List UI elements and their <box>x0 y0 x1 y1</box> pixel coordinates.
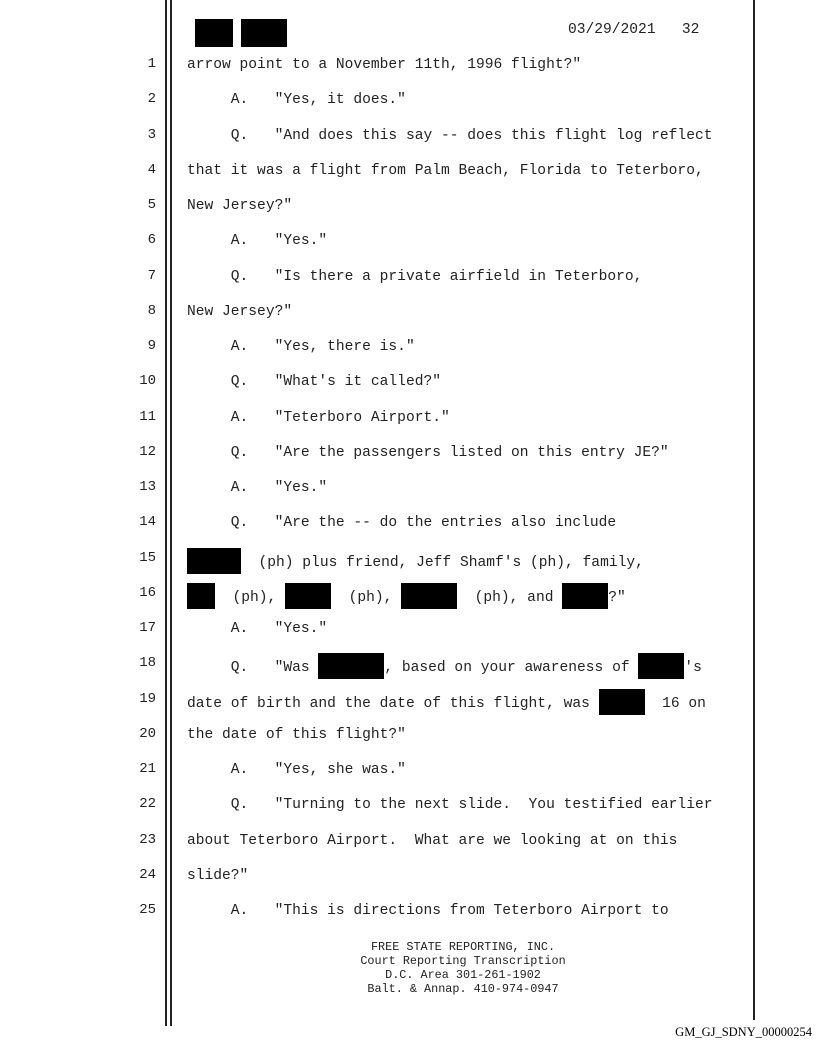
footer-service: Court Reporting Transcription <box>360 954 566 968</box>
transcript-line <box>187 372 441 392</box>
line-number: 24 <box>139 866 156 883</box>
transcript-line <box>187 513 616 533</box>
line-text: (ph), and <box>457 589 563 606</box>
header-redaction-2 <box>241 19 287 47</box>
line-text: date of birth and the date of this flight, was <box>187 695 599 712</box>
transcript-line <box>187 231 327 251</box>
line-text: Q. "Are the passengers listed on this entry JE?" <box>187 444 669 461</box>
line-text: A. "Yes, there is." <box>187 339 415 355</box>
header-page-number: 32 <box>681 22 700 38</box>
bates-number: GM_GJ_SDNY_00000254 <box>675 1025 812 1039</box>
redaction-box <box>401 583 457 609</box>
transcript-line <box>187 196 292 216</box>
redaction-box <box>285 583 331 609</box>
line-number: 21 <box>139 761 156 777</box>
line-number: 16 <box>139 584 156 601</box>
footer-dc-phone: D.C. Area 301-261-1902 <box>385 968 541 982</box>
transcript-line <box>187 161 704 181</box>
line-number: 3 <box>147 126 156 143</box>
line-number: 9 <box>147 338 156 354</box>
line-number: 15 <box>139 549 156 566</box>
transcript-line <box>187 619 327 639</box>
line-text: (ph), <box>215 589 286 606</box>
redaction-box <box>638 653 684 679</box>
line-text: A. "Yes." <box>187 621 328 637</box>
line-text: , based on your awareness of <box>384 660 639 677</box>
transcript-line <box>187 55 581 75</box>
redaction-box <box>599 689 645 715</box>
line-number: 17 <box>139 620 156 636</box>
transcript-line <box>187 725 406 745</box>
header-date: 03/29/2021 <box>568 22 656 38</box>
transcript-line <box>187 584 626 604</box>
line-number: 23 <box>139 831 156 848</box>
line-number: 19 <box>139 690 156 707</box>
transcript-line <box>187 267 642 287</box>
line-number: 5 <box>147 197 156 213</box>
line-number: 12 <box>139 443 156 460</box>
line-number: 4 <box>147 161 156 178</box>
footer <box>300 940 626 996</box>
footer-company: FREE STATE REPORTING, INC. <box>370 940 556 954</box>
transcript-line <box>187 549 644 569</box>
line-number: 18 <box>139 655 156 672</box>
right-margin-rule <box>753 0 755 1020</box>
transcript-line <box>187 408 450 428</box>
line-number: 11 <box>139 408 156 425</box>
line-text: ?" <box>608 589 626 606</box>
transcript-line <box>187 126 712 146</box>
transcript-line <box>187 760 406 780</box>
line-text: arrow point to a November 11th, 1996 flight?" <box>187 57 582 73</box>
transcript-line <box>187 795 712 815</box>
line-text: Q. "What's it called?" <box>187 374 441 391</box>
line-text: 's <box>684 660 702 677</box>
line-text: (ph) plus friend, Jeff Shamf's (ph), family, <box>241 554 644 571</box>
line-text: A. "Yes, she was." <box>187 762 406 778</box>
transcript-line <box>187 478 327 498</box>
transcript-line <box>187 302 292 322</box>
left-margin-rule-inner <box>170 0 172 1026</box>
line-number: 8 <box>147 302 156 319</box>
line-number: 14 <box>139 514 156 531</box>
line-number: 1 <box>147 56 156 72</box>
line-number: 22 <box>139 796 156 813</box>
line-text: Q. "Is there a private airfield in Teterboro, <box>187 268 643 285</box>
line-text: Q. "And does this say -- does this flight log reflect <box>187 127 713 144</box>
left-margin-rule-outer <box>165 0 167 1026</box>
redaction-box <box>562 583 608 609</box>
transcript-line <box>187 90 406 110</box>
line-text: A. "This is directions from Teterboro Airport to <box>187 903 669 919</box>
line-text: A. "Yes, it does." <box>187 92 406 109</box>
line-number: 25 <box>139 902 156 918</box>
line-text: Q. "Was <box>187 660 319 677</box>
line-text: slide?" <box>187 867 249 884</box>
line-number: 10 <box>139 373 156 390</box>
transcript-line <box>187 866 248 886</box>
footer-balt-phone: Balt. & Annap. 410-974-0947 <box>367 982 559 996</box>
line-text: New Jersey?" <box>187 303 293 320</box>
line-number: 7 <box>147 267 156 284</box>
line-number: 2 <box>147 91 156 108</box>
line-text: the date of this flight?" <box>187 726 406 743</box>
transcript-line <box>187 654 702 677</box>
line-text: 16 on <box>644 695 706 712</box>
line-text: A. "Yes." <box>187 480 328 496</box>
line-text: New Jersey?" <box>187 198 293 214</box>
line-text: (ph), <box>331 589 402 606</box>
redaction-box <box>187 548 241 574</box>
transcript-line <box>187 901 669 921</box>
transcript-line <box>187 831 677 851</box>
line-text: A. "Teterboro Airport." <box>187 409 450 426</box>
line-text: that it was a flight from Palm Beach, Florida to Teterboro, <box>187 162 704 179</box>
line-number: 20 <box>139 725 156 742</box>
line-number: 6 <box>147 232 156 249</box>
header-redaction-1 <box>195 19 233 47</box>
header-date-page <box>568 22 699 38</box>
transcript-line <box>187 337 415 357</box>
transcript-line <box>187 443 669 463</box>
line-text: about Teterboro Airport. What are we looking at on this <box>187 832 678 849</box>
redaction-box <box>187 583 215 609</box>
line-number: 13 <box>139 479 156 495</box>
line-text: Q. "Turning to the next slide. You testified earlier <box>187 797 713 814</box>
line-text: Q. "Are the -- do the entries also include <box>187 515 617 532</box>
line-text: A. "Yes." <box>187 233 328 250</box>
transcript-line <box>187 690 706 710</box>
redaction-box <box>318 653 384 679</box>
